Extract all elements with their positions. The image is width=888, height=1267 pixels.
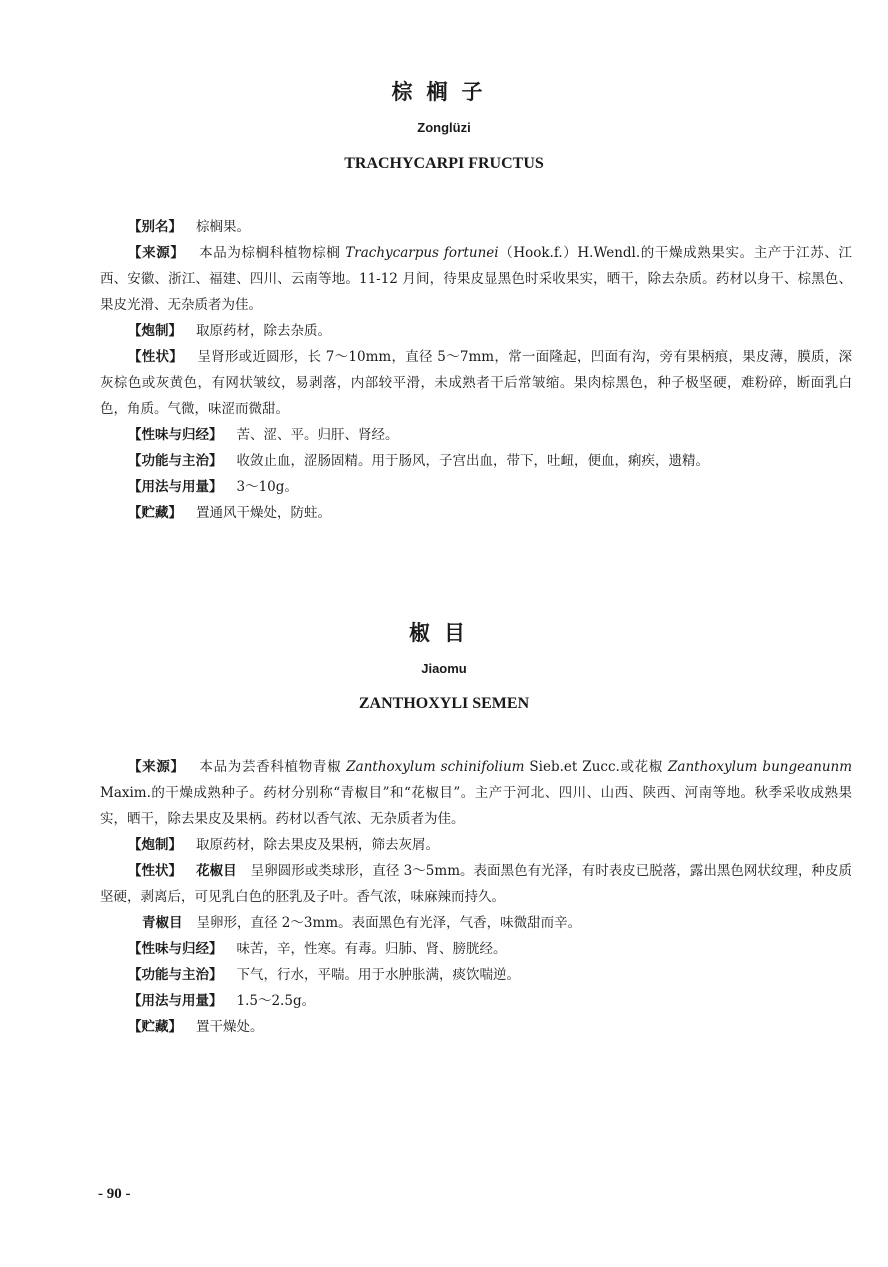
source-text-pre: 本品为棕榈科植物棕榈 — [198, 245, 346, 261]
source-text-mid: Sieb.et Zucc.或花椒 — [524, 759, 669, 775]
source-paragraph — [100, 754, 852, 832]
processing-paragraph — [100, 318, 852, 344]
dosage-label: 【用法与用量】 — [128, 993, 223, 1009]
nature-text: 味苦，辛，性寒。有毒。归肺、肾、膀胱经。 — [236, 941, 507, 957]
nature-paragraph — [100, 422, 852, 448]
source-text-pre: 本品为芸香科植物青椒 — [198, 759, 347, 775]
nature-text: 苦、涩、平。归肝、肾经。 — [236, 427, 399, 443]
properties-text: 呈卵圆形或类球形，直径 3～5mm。表面黑色有光泽，有时表皮已脱落，露出黑色网状纹理，种皮质坚硬，剥离后，可见乳白色的胚乳及子叶。香气浓，味麻辣而持久。 — [100, 863, 853, 905]
alias-paragraph — [100, 214, 852, 240]
entry-pinyin-jiaomu: Jiaomu — [421, 661, 467, 676]
dosage-text: 1.5～2.5g。 — [236, 993, 316, 1009]
entry-title-jiaomu: 椒目 — [409, 621, 479, 645]
species-name: Zanthoxylum schinifolium — [346, 759, 525, 775]
function-label: 【功能与主治】 — [128, 453, 223, 469]
properties-text: 呈肾形或近圆形，长 7～10mm，直径 5～7mm，常一面隆起，凹面有沟，旁有果柄痕，果皮薄，膜质，深灰棕色或灰黄色，有网状皱纹，易剥落，内部较平滑，未成熟者干后常皱缩。果肉棕黑色，种子极坚硬，难粉碎，断面乳白色，角质。气微，味涩而微甜。 — [100, 349, 852, 417]
dosage-paragraph — [100, 988, 852, 1014]
function-label: 【功能与主治】 — [128, 967, 223, 983]
storage-label: 【贮藏】 — [128, 505, 182, 521]
storage-paragraph — [100, 500, 852, 526]
alias-label: 【别名】 — [128, 219, 182, 235]
properties-sub-heading: 花椒目 — [196, 863, 237, 879]
species-name: Trachycarpus fortunei — [345, 245, 499, 261]
processing-text: 取原药材，除去杂质。 — [196, 323, 331, 339]
page-number: - 90 - — [98, 1186, 131, 1202]
storage-label: 【贮藏】 — [128, 1019, 182, 1035]
function-text: 下气，行水，平喘。用于水肿胀满，痰饮喘逆。 — [236, 967, 520, 983]
properties-paragraph — [100, 344, 852, 422]
storage-paragraph — [100, 1014, 852, 1040]
source-text-post: （Hook.f.）H.Wendl.的干燥成熟果实。主产于江苏、江西、安徽、浙江、福建、四川、云南等地。11-12 月间，待果皮显黑色时采收果实，晒干，除去杂质。药材以身干、棕黑色、果皮光滑、无杂质者为佳。 — [100, 245, 852, 313]
entry-body-zonglvzi — [100, 214, 852, 526]
function-text: 收敛止血，涩肠固精。用于肠风，子宫出血，带下，吐衄，便血，痢疾，遗精。 — [236, 453, 709, 469]
source-label: 【来源】 — [128, 759, 185, 775]
entry-latin-jiaomu: ZANTHOXYLI SEMEN — [358, 695, 530, 712]
properties-paragraph — [100, 858, 852, 910]
nature-paragraph — [100, 936, 852, 962]
entry-body-jiaomu — [100, 754, 852, 1040]
entry-latin-zonglvzi: TRACHYCARPI FRUCTUS — [344, 155, 544, 172]
entry-title-zonglvzi: 棕榈子 — [391, 80, 497, 104]
dosage-paragraph — [100, 474, 852, 500]
storage-text: 置干燥处。 — [196, 1019, 264, 1035]
species-name: Zanthoxylum bungeanunm — [668, 759, 853, 775]
properties-text: 呈卵形，直径 2～3mm。表面黑色有光泽，气香，味微甜而辛。 — [196, 915, 582, 931]
source-label: 【来源】 — [128, 245, 185, 261]
properties-label: 【性状】 — [128, 349, 184, 365]
processing-text: 取原药材，除去果皮及果柄，筛去灰屑。 — [196, 837, 439, 853]
nature-label: 【性味与归经】 — [128, 941, 223, 957]
entry-pinyin-zonglvzi: Zonglüzi — [417, 120, 471, 135]
properties-sub-heading: 青椒目 — [142, 915, 183, 931]
processing-paragraph — [100, 832, 852, 858]
function-paragraph — [100, 962, 852, 988]
storage-text: 置通风干燥处，防蛀。 — [196, 505, 331, 521]
nature-label: 【性味与归经】 — [128, 427, 223, 443]
function-paragraph — [100, 448, 852, 474]
processing-label: 【炮制】 — [128, 837, 182, 853]
dosage-text: 3～10g。 — [236, 479, 298, 495]
properties-label: 【性状】 — [128, 863, 183, 879]
alias-text: 棕榈果。 — [196, 219, 250, 235]
properties-sub-paragraph — [100, 910, 852, 936]
source-paragraph — [100, 240, 852, 318]
source-text-post: Maxim.的干燥成熟种子。药材分别称“青椒目”和“花椒目”。主产于河北、四川、山西、陕西、河南等地。秋季采收成熟果实，晒干，除去果皮及果柄。药材以香气浓、无杂质者为佳。 — [100, 785, 852, 827]
processing-label: 【炮制】 — [128, 323, 182, 339]
dosage-label: 【用法与用量】 — [128, 479, 223, 495]
